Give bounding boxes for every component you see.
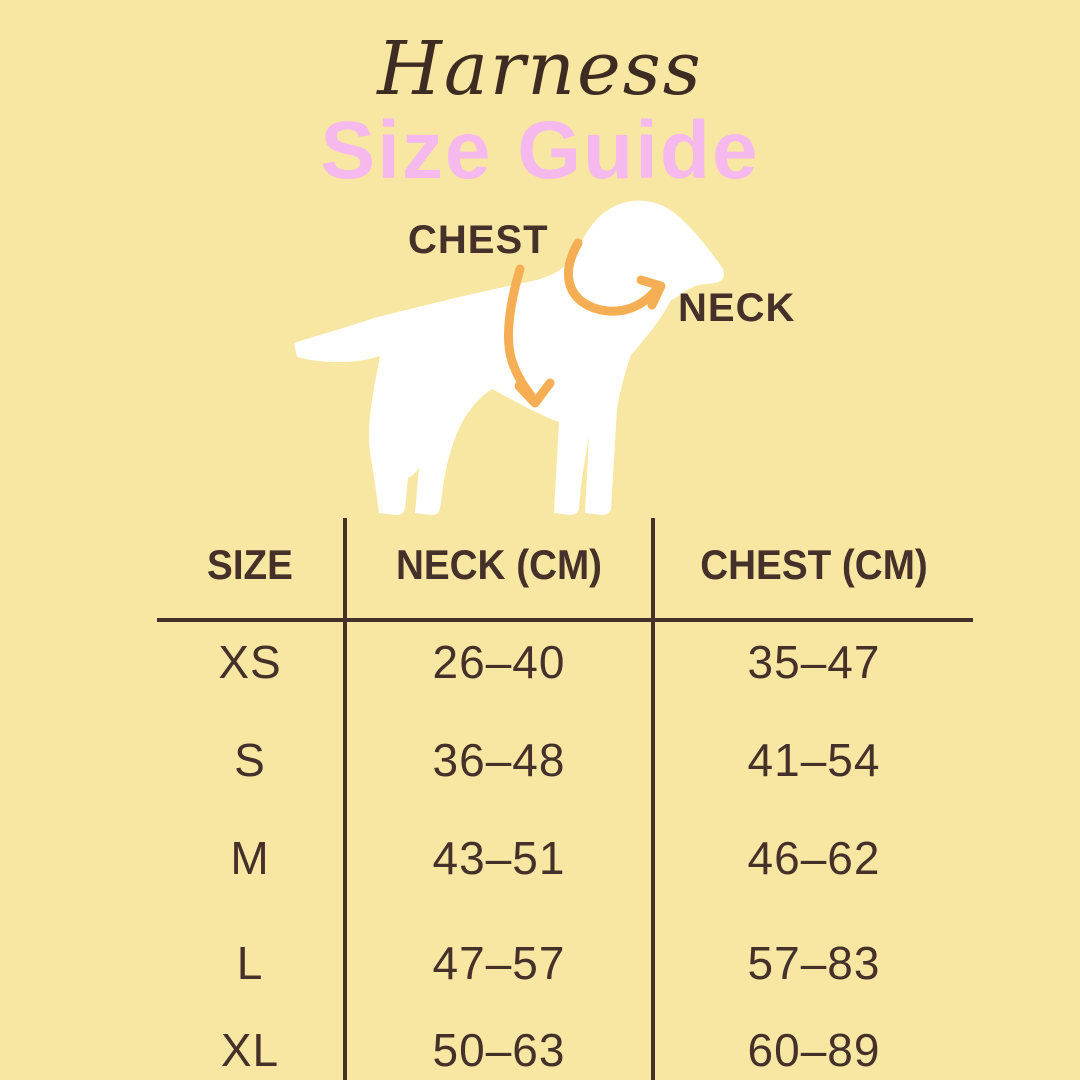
table-cell-neck: 36–48 [432, 734, 566, 786]
table-cell-chest: 41–54 [747, 734, 881, 786]
table-cell-chest: 35–47 [747, 636, 881, 688]
table-header-divider [157, 618, 973, 622]
table-cell-size: S [234, 734, 266, 786]
table-cell-chest: 60–89 [747, 1024, 881, 1076]
table-cell-chest: 57–83 [747, 937, 881, 989]
table-column-divider-right [651, 518, 655, 1080]
table-cell-neck: 26–40 [432, 636, 566, 688]
header-size: SIZE [207, 541, 293, 588]
table-cell-size: M [230, 832, 270, 884]
neck-label: NECK [678, 286, 796, 330]
table-cell-neck: 50–63 [432, 1024, 566, 1076]
header-chest: CHEST (CM) [700, 541, 928, 588]
table-cell-chest: 46–62 [747, 832, 881, 884]
table-cell-size: L [236, 937, 264, 989]
table-cell-size: XS [218, 636, 282, 688]
table-cell-size: XL [220, 1024, 280, 1076]
script-title: Harness [377, 26, 703, 112]
chest-label: CHEST [408, 218, 549, 262]
table-column-divider-left [343, 518, 347, 1080]
header-neck: NECK (CM) [395, 541, 603, 588]
table-cell-neck: 47–57 [432, 937, 566, 989]
page-title: Size Guide [320, 105, 760, 196]
table-cell-neck: 43–51 [432, 832, 566, 884]
